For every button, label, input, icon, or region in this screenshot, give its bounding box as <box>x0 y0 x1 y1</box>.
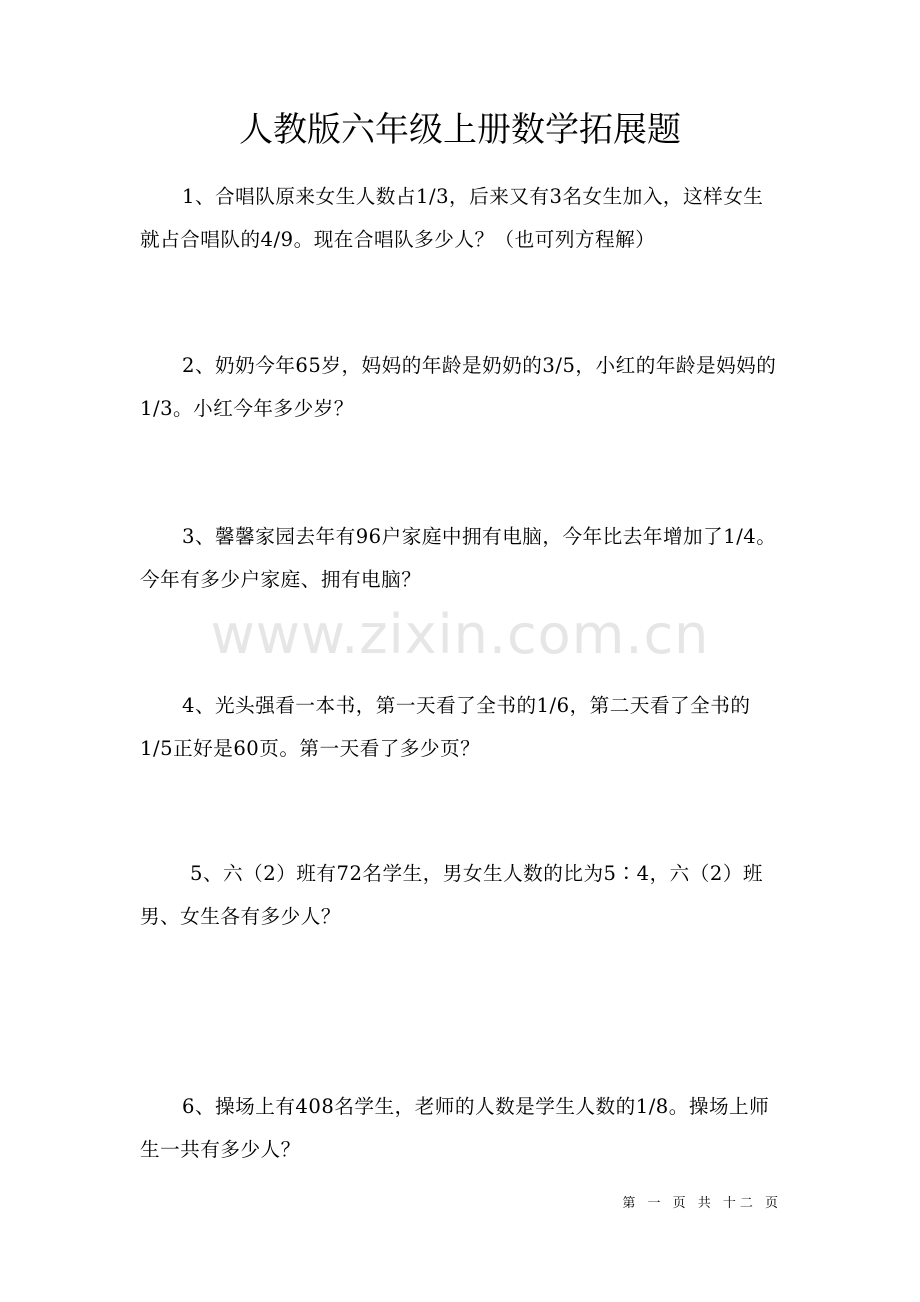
page-title: 人教版六年级上册数学拓展题 <box>239 110 681 150</box>
problem-5: 5、六（2）班有72名学生，男女生人数的比为5∶4，六（2）班男、女生各有多少人？ <box>140 862 764 928</box>
problem-1: 1、合唱队原来女生人数占1/3，后来又有3名女生加入，这样女生就占合唱队的4/9。现在合唱队多少人？（也可列方程解） <box>140 185 764 251</box>
watermark: www.zixin.com.cn <box>210 603 710 666</box>
problem-4: 4、光头强看一本书，第一天看了全书的1/6，第二天看了全书的1/5正好是60页。第一天看了多少页？ <box>140 694 751 760</box>
problem-6: 6、操场上有408名学生，老师的人数是学生人数的1/8。操场上师生一共有多少人？ <box>140 1095 770 1161</box>
problem-3: 3、馨馨家园去年有96户家庭中拥有电脑，今年比去年增加了1/4。今年有多少户家庭、拥有电脑？ <box>140 525 777 591</box>
problem-2: 2、奶奶今年65岁，妈妈的年龄是奶奶的3/5，小红的年龄是妈妈的1/3。小红今年多少岁？ <box>140 354 777 420</box>
page-number-footer: 第 一 页 共 十二 页 <box>622 1196 782 1211</box>
